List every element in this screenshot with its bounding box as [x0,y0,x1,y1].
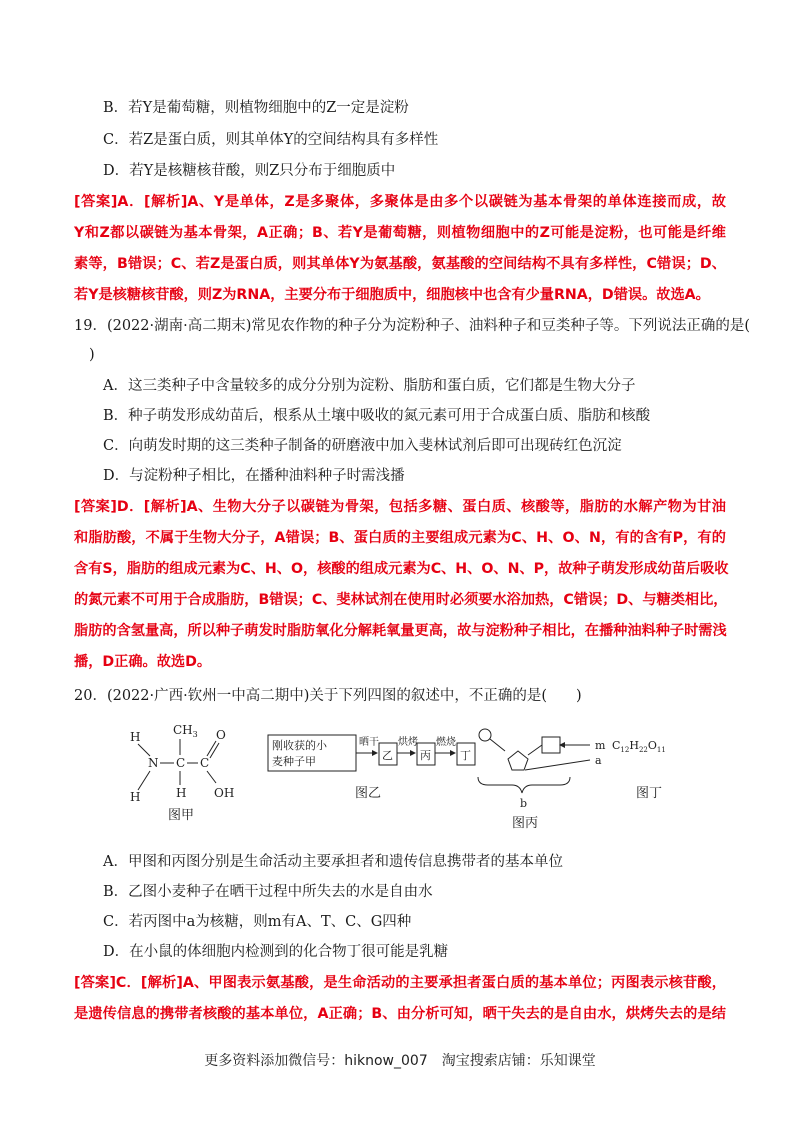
q19-answer-line: 的氮元素不可用于合成脂肪，B错误；C、斐林试剂在使用时必须要水浴加热，C错误；D、与糖类相比， [74,592,728,608]
sugar-pentagon [508,751,528,770]
q18-option-d: D．若Y是核糖核苷酸，则Z只分布于细胞质中 [103,163,396,179]
q18-answer-line: Y和Z都以碳链为基本骨架，A正确；B、若Y是葡萄糖，则植物细胞中的Z可能是淀粉，也可能是纤维 [74,225,726,241]
q20-answer-line: 是遗传信息的携带者核酸的基本单位，A正确；B、由分析可知，晒干失去的是自由水，烘烤失去的是结 [74,1006,726,1022]
figure-yi-caption: 图乙 [355,786,382,801]
atom-o: O [216,728,226,742]
label-m: m [595,739,606,752]
q20-option-b: B．乙图小麦种子在晒干过程中所失去的水是自由水 [103,884,433,900]
q19-answer-line: 脂肪的含氢量高，所以种子萌发时脂肪氧化分解耗氧量更高，故与淀粉种子相比，在播种油料种子时需浅 [74,623,727,639]
figure-jia-amino-acid [130,723,234,823]
q19-stem-bracket: ) [89,347,95,363]
atom-c: C [200,756,210,770]
arrow-bake-label: 烘烤 [398,737,418,748]
base-rect [542,737,560,753]
q20-stem: 20．(2022·广西·钦州一中高二期中)关于下列四图的叙述中，不正确的是( ) [74,688,582,704]
arrow-dry-label: 晒干 [359,737,379,748]
q19-option-b: B．种子萌发形成幼苗后，根系从土壤中吸收的氮元素可用于合成蛋白质、脂肪和核酸 [103,408,651,424]
figure-ding-formula [612,739,666,801]
label-a: a [595,754,602,767]
box-seed-line2: 麦种子甲 [272,755,316,768]
formula-c12h22o11: $C_{12}H_{22}O_{11}$ [612,739,666,754]
q18-answer-line: [答案]A．[解析]A、Y是单体，Z是多聚体，多聚体是由多个以碳链为基本骨架的单体连接而成，故 [74,194,726,210]
box-seed-line1: 刚收获的小 [272,739,327,752]
atom-oh: OH [214,786,235,800]
box-bing-label: 丙 [420,749,431,762]
q19-answer-line: 和脂肪酸，不属于生物大分子，A错误；B、蛋白质的主要组成元素为C、H、O、N，有的含有P，有的 [74,530,726,546]
atom-h: H [176,786,187,800]
q20-figures [0,715,800,835]
figure-yi-flow [268,735,475,801]
q19-option-a: A．这三类种子中含量较多的成分分别为淀粉、脂肪和蛋白质，它们都是生物大分子 [103,378,636,394]
atom-n: N [148,756,159,770]
atom-c: C [176,756,186,770]
phosphate-circle [479,729,491,741]
figure-bing-nucleotide [478,729,606,831]
q18-answer-line: 素等，B错误；C、若Z是蛋白质，则其单体Y为氨基酸，氨基酸的空间结构不具有多样性，C错误；D、 [74,256,726,272]
atom-h: H [130,730,141,744]
q19-answer-line: 播，D正确。故选D。 [74,654,212,670]
q18-option-b: B．若Y是葡萄糖，则植物细胞中的Z一定是淀粉 [103,100,409,116]
label-b: b [520,797,528,810]
arrow-burn-label: 燃烧 [436,737,456,748]
q18-option-c: C．若Z是蛋白质，则其单体Y的空间结构具有多样性 [103,132,439,148]
page-footer: 更多资料添加微信号：hiknow_007 淘宝搜索店铺：乐知课堂 [204,1053,596,1069]
atom-ch3: $CH_3$ [173,723,198,739]
figure-bing-caption: 图丙 [512,816,539,831]
figure-ding-caption: 图丁 [636,786,663,801]
q19-answer-line: [答案]D．[解析]A、生物大分子以碳链为骨架，包括多糖、蛋白质、核酸等，脂肪的水解产物为甘油 [74,499,726,515]
q19-stem: 19．(2022·湖南·高二期末)常见农作物的种子分为淀粉种子、油料种子和豆类种子等。下列说法正确的是( [74,318,751,334]
q19-option-c: C．向萌发时期的这三类种子制备的研磨液中加入斐林试剂后即可出现砖红色沉淀 [103,438,622,454]
q19-option-d: D．与淀粉种子相比，在播种油料种子时需浅播 [103,468,405,484]
q20-option-c: C．若丙图中a为核糖，则m有A、T、C、G四种 [103,914,412,930]
q19-answer-line: 含有S，脂肪的组成元素为C、H、O，核酸的组成元素为C、H、O、N、P，故种子萌发形成幼苗后吸收 [74,561,729,577]
atom-h: H [130,790,141,804]
figure-jia-caption: 图甲 [168,808,195,823]
q20-option-a: A．甲图和丙图分别是生命活动主要承担者和遗传信息携带者的基本单位 [103,854,563,870]
q20-answer-line: [答案]C．[解析]A、甲图表示氨基酸，是生命活动的主要承担者蛋白质的基本单位；丙图表示核苷酸， [74,975,726,991]
box-ding-label: 丁 [460,749,471,762]
box-yi-label: 乙 [382,749,393,762]
q18-answer-line: 若Y是核糖核苷酸，则Z为RNA，主要分布于细胞质中，细胞核中也含有少量RNA，D错误。故选A。 [74,287,710,303]
q20-option-d: D．在小鼠的体细胞内检测到的化合物丁很可能是乳糖 [103,944,449,960]
